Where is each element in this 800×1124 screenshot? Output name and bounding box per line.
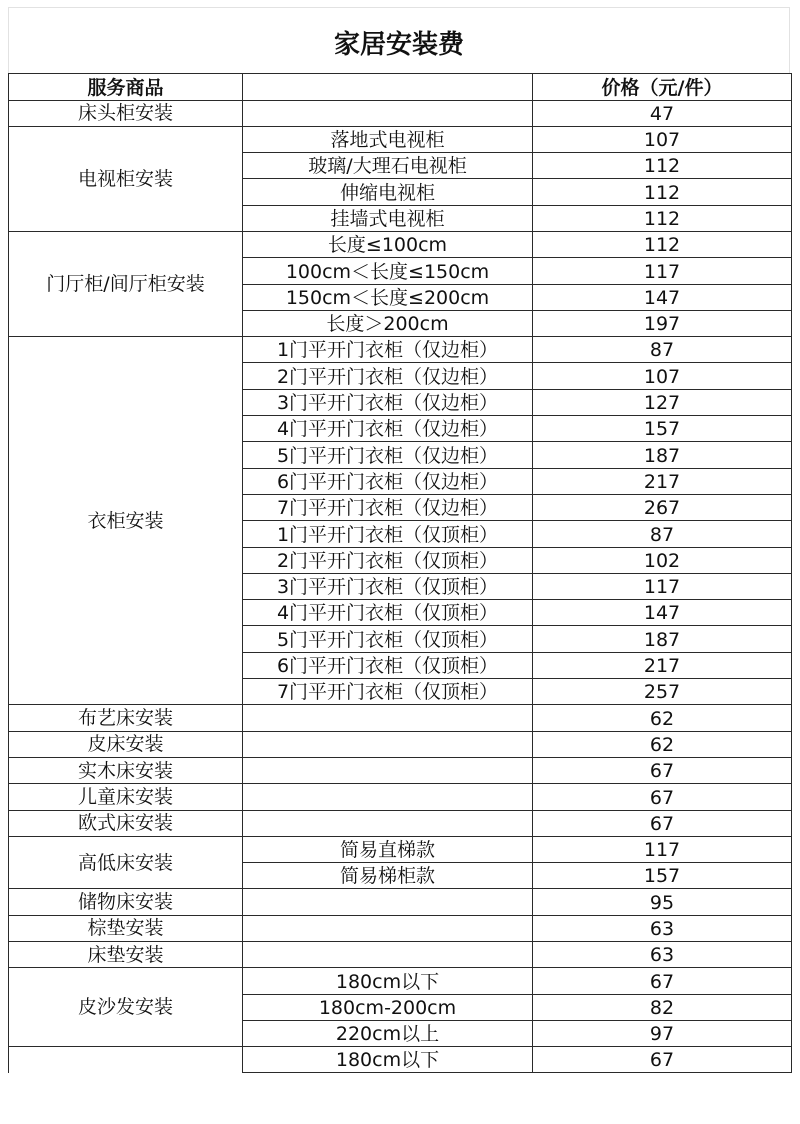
service-item-cell xyxy=(9,1047,243,1073)
spec-cell: 长度≤100cm xyxy=(243,231,533,257)
table-row xyxy=(9,100,792,126)
price-cell: 267 xyxy=(533,494,792,520)
price-cell: 117 xyxy=(533,573,792,599)
price-cell: 117 xyxy=(533,258,792,284)
header-service-item: 服务商品 xyxy=(9,74,243,101)
price-cell: 63 xyxy=(533,915,792,941)
spec-cell: 180cm-200cm xyxy=(243,994,533,1020)
price-cell: 47 xyxy=(533,100,792,126)
price-cell: 87 xyxy=(533,337,792,363)
spec-cell: 2门平开门衣柜（仅顶柜） xyxy=(243,547,533,573)
table-body xyxy=(9,100,792,1073)
price-cell: 67 xyxy=(533,757,792,783)
spec-cell: 5门平开门衣柜（仅顶柜） xyxy=(243,626,533,652)
service-item-cell: 床垫安装 xyxy=(9,942,243,968)
spec-cell xyxy=(243,100,533,126)
service-item-cell: 皮沙发安装 xyxy=(9,968,243,1047)
spec-cell: 7门平开门衣柜（仅边柜） xyxy=(243,494,533,520)
header-price: 价格（元/件） xyxy=(533,74,792,101)
service-item-cell: 电视柜安装 xyxy=(9,126,243,231)
price-cell: 102 xyxy=(533,547,792,573)
spec-cell: 3门平开门衣柜（仅顶柜） xyxy=(243,573,533,599)
price-cell: 62 xyxy=(533,731,792,757)
spec-cell xyxy=(243,915,533,941)
spec-cell: 长度＞200cm xyxy=(243,310,533,336)
spec-cell: 180cm以下 xyxy=(243,968,533,994)
spec-cell: 220cm以上 xyxy=(243,1020,533,1046)
spec-cell: 7门平开门衣柜（仅顶柜） xyxy=(243,679,533,705)
spec-cell: 100cm＜长度≤150cm xyxy=(243,258,533,284)
service-item-cell: 欧式床安装 xyxy=(9,810,243,836)
title-area xyxy=(8,7,790,73)
spec-cell xyxy=(243,810,533,836)
page-title: 家居安装费 xyxy=(333,30,464,60)
spec-cell: 落地式电视柜 xyxy=(243,126,533,152)
price-cell: 87 xyxy=(533,521,792,547)
price-cell: 63 xyxy=(533,942,792,968)
service-item-cell: 实木床安装 xyxy=(9,757,243,783)
price-cell: 217 xyxy=(533,468,792,494)
table-header-row xyxy=(9,74,792,101)
price-cell: 112 xyxy=(533,231,792,257)
price-cell: 187 xyxy=(533,626,792,652)
price-cell: 147 xyxy=(533,284,792,310)
price-cell: 147 xyxy=(533,600,792,626)
spec-cell: 150cm＜长度≤200cm xyxy=(243,284,533,310)
price-cell: 82 xyxy=(533,994,792,1020)
table-row xyxy=(9,705,792,731)
spec-cell: 3门平开门衣柜（仅边柜） xyxy=(243,389,533,415)
spec-cell: 2门平开门衣柜（仅边柜） xyxy=(243,363,533,389)
price-table xyxy=(8,73,792,1073)
price-cell: 117 xyxy=(533,836,792,862)
price-cell: 217 xyxy=(533,652,792,678)
price-cell: 95 xyxy=(533,889,792,915)
spec-cell: 简易直梯款 xyxy=(243,836,533,862)
table-row xyxy=(9,889,792,915)
price-cell: 107 xyxy=(533,126,792,152)
spec-cell: 玻璃/大理石电视柜 xyxy=(243,153,533,179)
price-cell: 187 xyxy=(533,442,792,468)
table-row xyxy=(9,337,792,363)
table-row xyxy=(9,836,792,862)
header-spec xyxy=(243,74,533,101)
price-cell: 257 xyxy=(533,679,792,705)
table-row xyxy=(9,810,792,836)
price-cell: 112 xyxy=(533,205,792,231)
table-row xyxy=(9,784,792,810)
spec-cell xyxy=(243,731,533,757)
spec-cell xyxy=(243,757,533,783)
spec-cell xyxy=(243,942,533,968)
service-item-cell: 布艺床安装 xyxy=(9,705,243,731)
spec-cell: 1门平开门衣柜（仅顶柜） xyxy=(243,521,533,547)
price-cell: 112 xyxy=(533,179,792,205)
price-cell: 197 xyxy=(533,310,792,336)
price-cell: 127 xyxy=(533,389,792,415)
spec-cell: 简易梯柜款 xyxy=(243,863,533,889)
service-item-cell: 门厅柜/间厅柜安装 xyxy=(9,231,243,336)
service-item-cell: 衣柜安装 xyxy=(9,337,243,705)
price-cell: 67 xyxy=(533,1047,792,1073)
price-cell: 97 xyxy=(533,1020,792,1046)
table-row xyxy=(9,942,792,968)
price-cell: 67 xyxy=(533,784,792,810)
price-cell: 62 xyxy=(533,705,792,731)
spec-cell: 挂墙式电视柜 xyxy=(243,205,533,231)
service-item-cell: 高低床安装 xyxy=(9,836,243,889)
table-row xyxy=(9,231,792,257)
spec-cell: 4门平开门衣柜（仅边柜） xyxy=(243,416,533,442)
spec-cell: 180cm以下 xyxy=(243,1047,533,1073)
price-cell: 67 xyxy=(533,810,792,836)
price-cell: 67 xyxy=(533,968,792,994)
spec-cell: 6门平开门衣柜（仅顶柜） xyxy=(243,652,533,678)
price-cell: 157 xyxy=(533,416,792,442)
spec-cell: 1门平开门衣柜（仅边柜） xyxy=(243,337,533,363)
service-item-cell: 棕垫安装 xyxy=(9,915,243,941)
spec-cell: 5门平开门衣柜（仅边柜） xyxy=(243,442,533,468)
spec-cell: 伸缩电视柜 xyxy=(243,179,533,205)
price-cell: 107 xyxy=(533,363,792,389)
table-row xyxy=(9,915,792,941)
table-row xyxy=(9,968,792,994)
table-row xyxy=(9,757,792,783)
table-row xyxy=(9,1047,792,1073)
spec-cell: 6门平开门衣柜（仅边柜） xyxy=(243,468,533,494)
service-item-cell: 床头柜安装 xyxy=(9,100,243,126)
service-item-cell: 储物床安装 xyxy=(9,889,243,915)
spec-cell xyxy=(243,705,533,731)
service-item-cell: 儿童床安装 xyxy=(9,784,243,810)
price-cell: 112 xyxy=(533,153,792,179)
spec-cell xyxy=(243,889,533,915)
spec-cell xyxy=(243,784,533,810)
service-item-cell: 皮床安装 xyxy=(9,731,243,757)
table-row xyxy=(9,126,792,152)
table-row xyxy=(9,731,792,757)
spec-cell: 4门平开门衣柜（仅顶柜） xyxy=(243,600,533,626)
price-cell: 157 xyxy=(533,863,792,889)
